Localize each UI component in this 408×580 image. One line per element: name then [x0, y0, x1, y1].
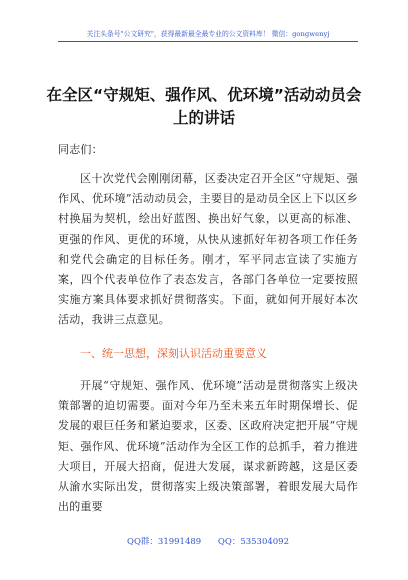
header-notice: 关注头条号"公文研究"，获得最新最全最专业的公文资料库！ 微信：gongwenyj: [86, 30, 330, 38]
greeting: 同志们：: [58, 143, 103, 156]
header-divider: [58, 41, 358, 42]
paragraph-1: 区十次党代会刚刚闭幕，区委决定召开全区“守规矩、强作风、优环境”活动动员会，主要目的是动员全区上下以区乡村换届为契机，绘出好蓝图、换出好气象，以更高的标准、更强的作风、更优的环境，从快从速抓好年初各项工作任务和党代会确定的目标任务。刚才，军平同志宣读了实施方案，四个代表单位作了表态发言，各部门各单位一定要按照实施方案具体要求抓好贯彻落实。下面，就如何开展好本次活动，我讲三点意见。: [58, 172, 358, 327]
footer-qq: QQ：535304092: [217, 537, 289, 547]
footer-qq-group: QQ群：31991489: [126, 537, 202, 547]
section-heading-1: 一、统一思想，深刻认识活动重要意义: [80, 347, 267, 360]
footer-contacts: [58, 536, 358, 548]
paragraph-2: 开展“守规矩、强作风、优环境”活动是贯彻落实上级决策部署的迫切需要。面对今年乃至未来五年时期保增长、促发展的艰巨任务和紧迫要求，区委、区政府决定把开展“守规矩、强作风、优环境”活动作为全区工作的总抓手，着力推进大项目，开展大招商，促进大发展，谋求新跨越，这是区委从渝水实际出发，贯彻落实上级决策部署，着眼发展大局作出的重要: [58, 379, 358, 514]
document-title: 在全区“守规矩、强作风、优环境”活动动员会上的讲话: [46, 86, 362, 127]
